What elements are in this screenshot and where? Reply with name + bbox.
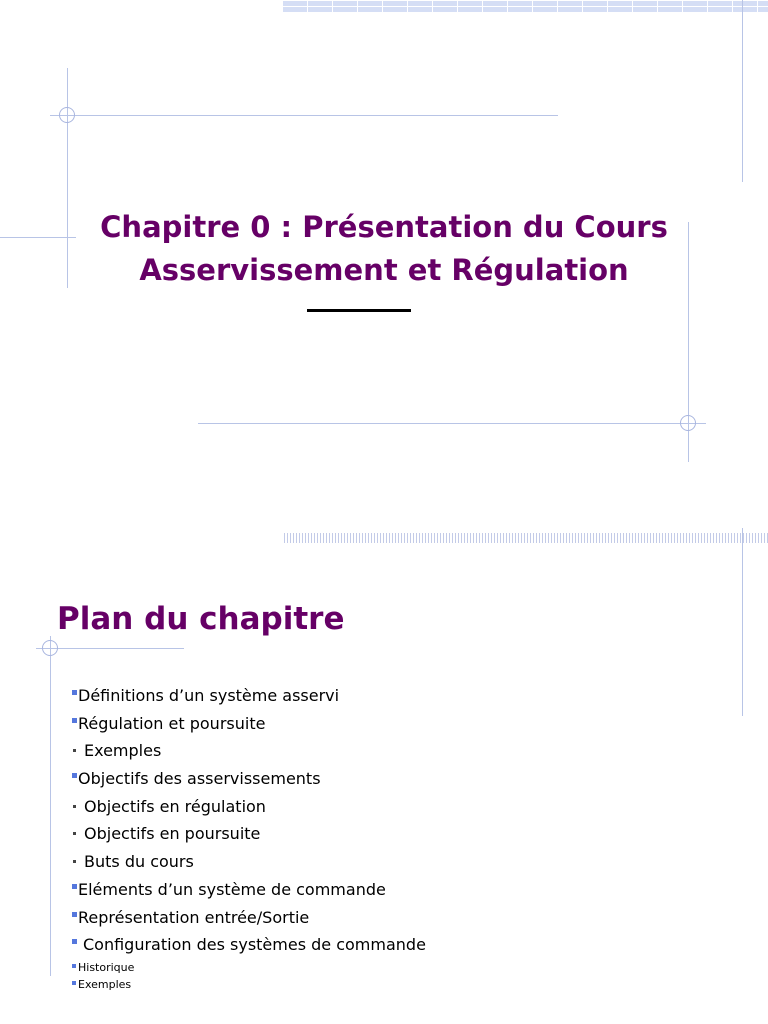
slide-plan <box>0 512 768 1024</box>
title-line-1: Chapitre 0 : Présentation du Cours <box>100 210 668 244</box>
dotted-strip-decoration <box>284 533 768 543</box>
square-bullet-icon <box>72 690 77 695</box>
list-item: Exemples <box>72 976 426 993</box>
square-bullet-icon <box>72 964 76 968</box>
square-bullet-icon <box>72 773 77 778</box>
plan-list <box>72 682 426 993</box>
title-underline <box>307 309 411 312</box>
list-item: Historique <box>72 959 426 976</box>
decor-ring-bottom-right <box>680 415 696 431</box>
list-item: Configuration des systèmes de commande <box>72 931 426 959</box>
dot-bullet-icon <box>73 832 76 835</box>
decor-line-bottom <box>198 423 706 424</box>
dot-bullet-icon <box>73 860 76 863</box>
list-item: Définitions d’un système asservi <box>72 682 426 710</box>
list-item: Objectifs en poursuite <box>72 820 426 848</box>
title-line-2: Asservissement et Régulation <box>139 253 629 287</box>
list-item: Exemples <box>72 737 426 765</box>
list-item: Régulation et poursuite <box>72 710 426 738</box>
decor-line-right-top <box>742 0 743 182</box>
list-item: Buts du cours <box>72 848 426 876</box>
slide-title-heading <box>0 206 768 292</box>
decor-line-under-title <box>36 648 184 649</box>
square-bullet-icon <box>72 718 77 723</box>
decor-ring-left <box>42 640 58 656</box>
decor-line-left <box>50 636 51 976</box>
decor-line-top <box>50 115 558 116</box>
decor-ring-top-left <box>59 107 75 123</box>
square-bullet-icon <box>72 884 77 889</box>
list-item: Représentation entrée/Sortie <box>72 904 426 932</box>
square-bullet-icon <box>72 912 77 917</box>
top-grid-decoration <box>282 0 768 12</box>
list-item: Objectifs en régulation <box>72 793 426 821</box>
square-bullet-icon <box>72 981 76 985</box>
decor-line-right <box>742 528 743 716</box>
plan-title: Plan du chapitre <box>57 601 345 637</box>
square-bullet-icon <box>72 939 77 944</box>
dot-bullet-icon <box>73 805 76 808</box>
list-item: Eléments d’un système de commande <box>72 876 426 904</box>
dot-bullet-icon <box>73 749 76 752</box>
list-item: Objectifs des asservissements <box>72 765 426 793</box>
